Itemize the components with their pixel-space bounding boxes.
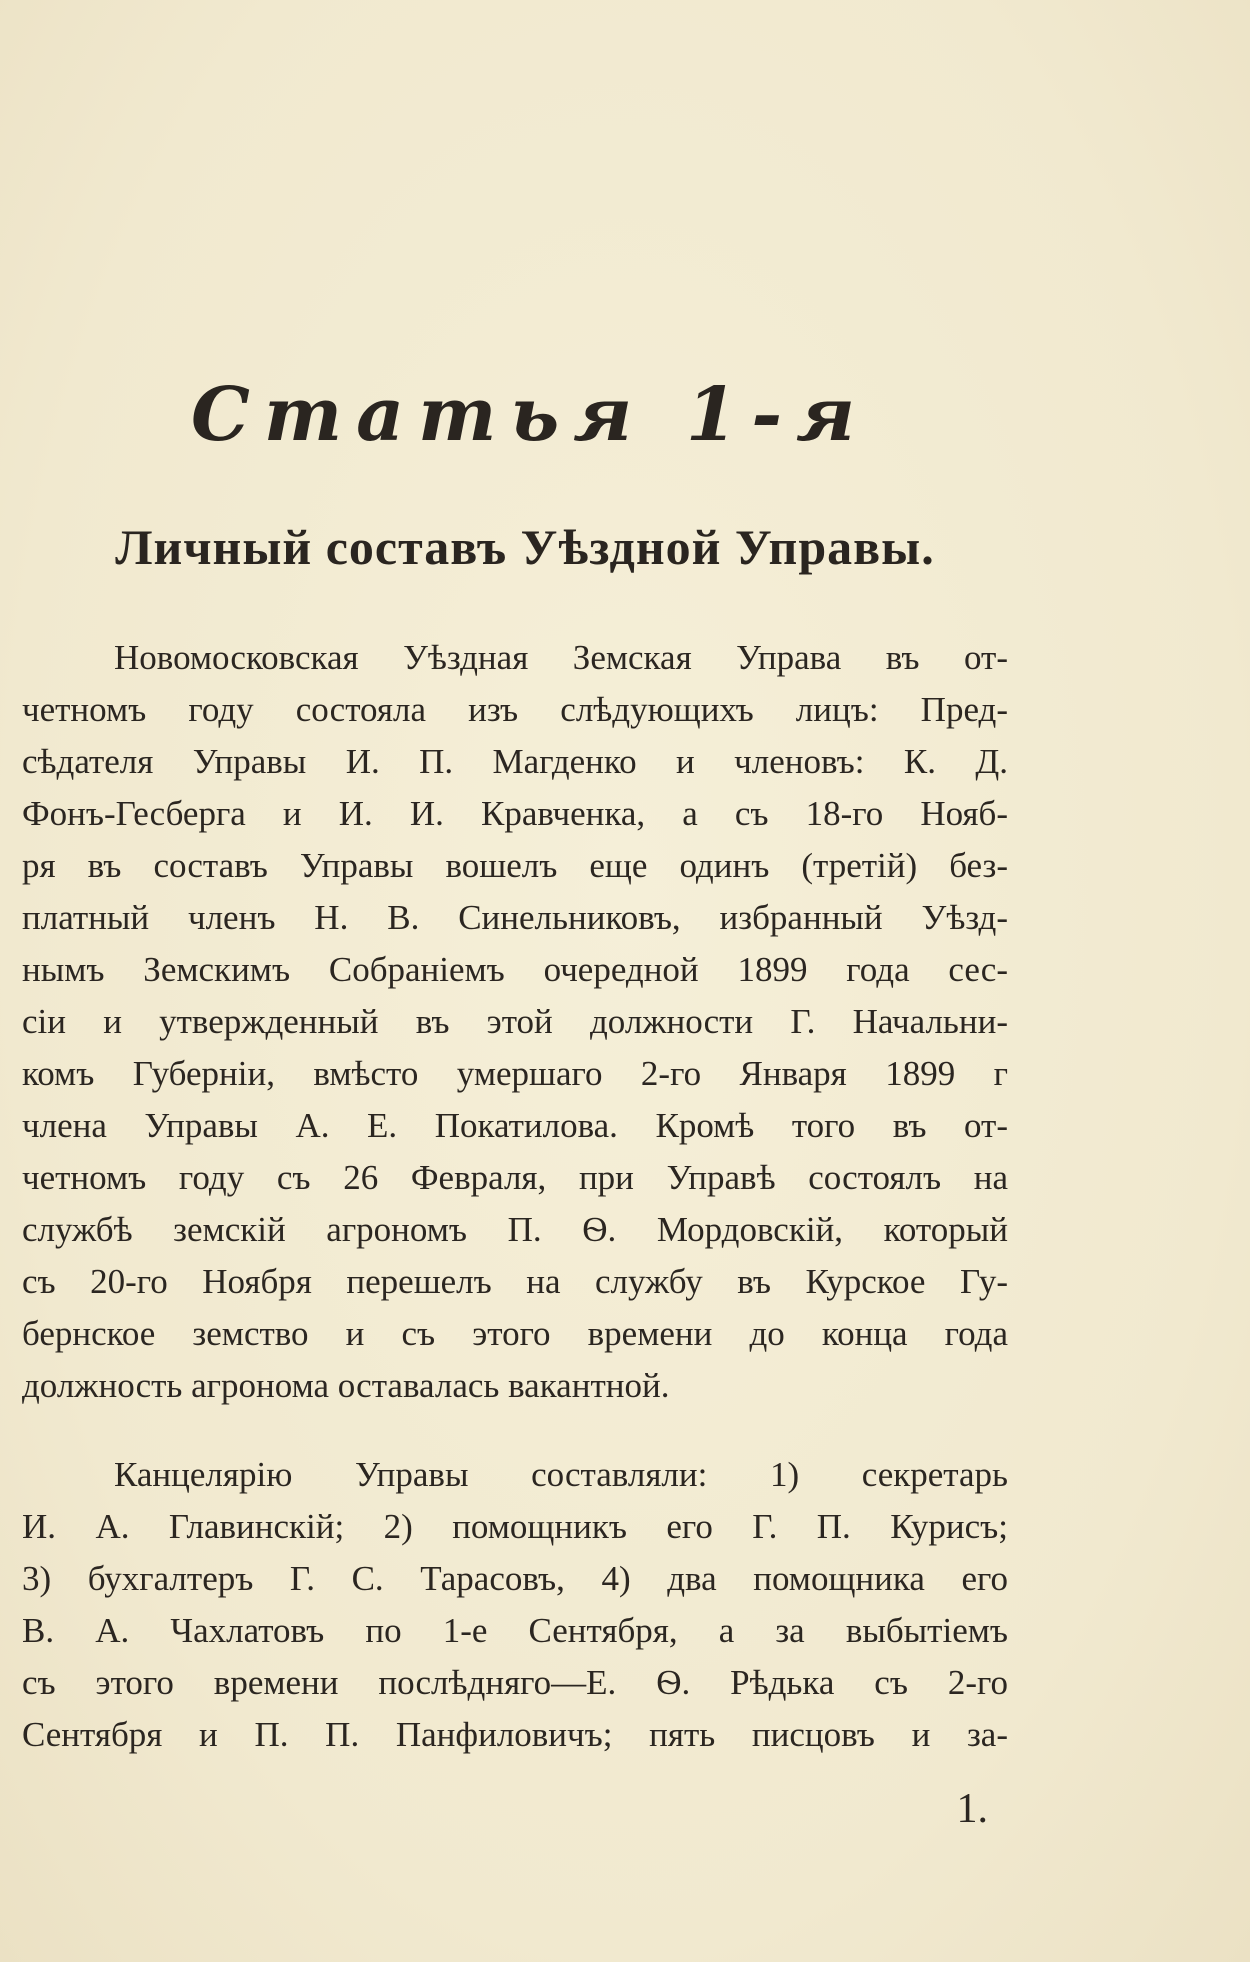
text-line: Фонъ-Гесберга и И. И. Кравченка, а съ 18-го Нояб- [22,794,1008,833]
text-line: ря въ составъ Управы вошелъ еще одинъ (третій) без- [22,846,1008,885]
article-heading: Статья 1-я [190,372,870,458]
text-line: службѣ земскій агрономъ П. Ѳ. Мордовскій, который [22,1210,1008,1249]
page-number: 1. [956,1786,988,1832]
text-line: члена Управы А. Е. Покатилова. Кромѣ того въ от- [22,1106,1008,1145]
text-line: В. А. Чахлатовъ по 1-е Сентября, а за выбытіемъ [22,1611,1008,1650]
text-line: комъ Губерніи, вмѣсто умершаго 2-го Января 1899 г [22,1054,1008,1093]
text-line: И. А. Главинскій; 2) помощникъ его Г. П. Курисъ; [22,1507,1008,1546]
text-line: 3) бухгалтеръ Г. С. Тарасовъ, 4) два помощника его [22,1559,1008,1598]
text-line: сѣдателя Управы И. П. Магденко и членовъ: К. Д. [22,742,1008,781]
paragraph-staff [22,632,1008,1412]
text-line: четномъ году состояла изъ слѣдующихъ лицъ: Пред- [22,690,1008,729]
text-line: платный членъ Н. В. Синельниковъ, избранный Уѣзд- [22,898,1008,937]
text-line: сіи и утвержденный въ этой должности Г. Начальни- [22,1002,1008,1041]
text-line: съ 20-го Ноября перешелъ на службу въ Курское Гу- [22,1262,1008,1301]
text-line: Новомосковская Уѣздная Земская Управа въ от- [114,638,1008,677]
text-line: четномъ году съ 26 Февраля, при Управѣ состоялъ на [22,1158,1008,1197]
text-line: нымъ Земскимъ Собраніемъ очередной 1899 года сес- [22,950,1008,989]
text-line: должность агронома оставалась вакантной. [22,1366,670,1405]
text-line: съ этого времени послѣдняго—Е. Ѳ. Рѣдька съ 2-го [22,1663,1008,1702]
text-line: Сентября и П. П. Панфиловичъ; пять писцовъ и за- [22,1715,1008,1754]
text-line: бернское земство и съ этого времени до конца года [22,1314,1008,1353]
text-line: Канцелярію Управы составляли: 1) секретарь [114,1455,1008,1494]
section-title: Личный составъ Уѣздной Управы. [115,519,935,575]
paragraph-chancery [22,1449,1008,1761]
